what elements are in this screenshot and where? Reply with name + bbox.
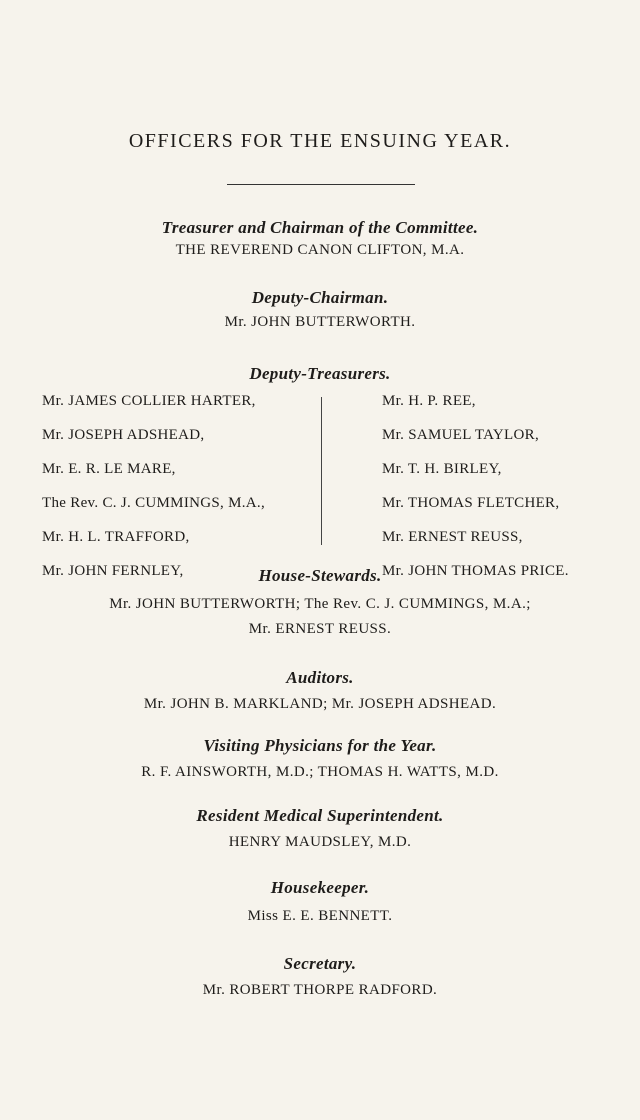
deputy-chairman-heading: Deputy-Chairman. xyxy=(251,288,389,307)
auditors-section xyxy=(0,668,640,713)
page-title: OFFICERS FOR THE ENSUING YEAR. xyxy=(128,130,512,152)
list-item: Mr. T. H. BIRLEY, xyxy=(382,461,502,477)
list-item: Mr. H. L. TRAFFORD, xyxy=(42,529,190,545)
house-stewards-line-1: Mr. JOHN BUTTERWORTH; The Rev. C. J. CUMMINGS, M.A.; xyxy=(109,596,531,612)
house-stewards-section xyxy=(0,566,640,638)
column-divider xyxy=(321,397,322,545)
resident-superintendent-heading: Resident Medical Superintendent. xyxy=(196,806,444,825)
list-item: The Rev. C. J. CUMMINGS, M.A., xyxy=(42,495,266,511)
deputy-treasurers-heading: Deputy-Treasurers. xyxy=(249,364,391,383)
visiting-physicians-section xyxy=(0,736,640,781)
secretary-name: Mr. ROBERT THORPE RADFORD. xyxy=(202,982,438,998)
auditors-names: Mr. JOHN B. MARKLAND; Mr. JOSEPH ADSHEAD. xyxy=(143,696,497,712)
house-stewards-line-2: Mr. ERNEST REUSS. xyxy=(248,621,392,637)
list-item: Mr. JOSEPH ADSHEAD, xyxy=(42,427,205,443)
resident-superintendent-name: HENRY MAUDSLEY, M.D. xyxy=(228,834,412,850)
list-item: Mr. E. R. LE MARE, xyxy=(42,461,176,477)
housekeeper-heading: Housekeeper. xyxy=(270,878,370,897)
deputy-chairman-section xyxy=(0,288,640,331)
secretary-section xyxy=(0,954,640,999)
deputy-treasurers-right-column xyxy=(382,391,569,595)
title-rule xyxy=(227,184,415,185)
list-item: Mr. JOHN THOMAS PRICE. xyxy=(382,563,569,579)
list-item: Mr. JAMES COLLIER HARTER, xyxy=(42,393,256,409)
list-item: Mr. THOMAS FLETCHER, xyxy=(382,495,560,511)
treasurer-name: THE REVEREND CANON CLIFTON, M.A. xyxy=(175,242,465,258)
housekeeper-name: Miss E. E. BENNETT. xyxy=(247,908,393,924)
deputy-treasurers-left-column xyxy=(42,391,265,595)
resident-superintendent-section xyxy=(0,806,640,851)
auditors-heading: Auditors. xyxy=(286,668,354,687)
visiting-physicians-names: R. F. AINSWORTH, M.D.; THOMAS H. WATTS, M.D. xyxy=(141,764,499,780)
house-stewards-heading: House-Stewards. xyxy=(258,566,382,585)
deputy-treasurers-heading-block xyxy=(0,364,640,384)
list-item: Mr. H. P. REE, xyxy=(382,393,476,409)
visiting-physicians-heading: Visiting Physicians for the Year. xyxy=(203,736,437,755)
list-item: Mr. SAMUEL TAYLOR, xyxy=(382,427,539,443)
treasurer-section xyxy=(0,218,640,259)
housekeeper-section xyxy=(0,878,640,925)
list-item: Mr. JOHN FERNLEY, xyxy=(42,563,184,579)
secretary-heading: Secretary. xyxy=(283,954,357,973)
list-item: Mr. ERNEST REUSS, xyxy=(382,529,523,545)
deputy-chairman-name: Mr. JOHN BUTTERWORTH. xyxy=(224,314,416,330)
treasurer-heading: Treasurer and Chairman of the Committee. xyxy=(161,218,479,237)
